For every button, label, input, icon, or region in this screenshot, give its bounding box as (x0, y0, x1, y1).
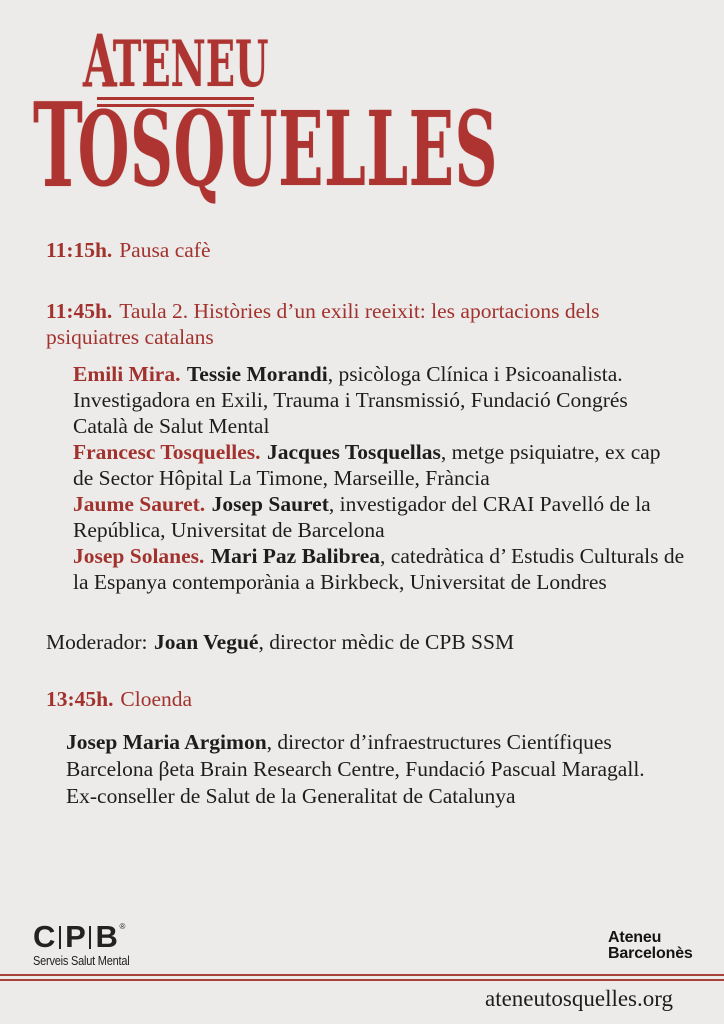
speaker-name: Tessie Morandi (186, 362, 328, 386)
time-1345: 13:45h. (46, 687, 114, 711)
cpb-logo (33, 919, 143, 968)
speaker-entry-francesc-tosquelles (73, 439, 685, 491)
schedule-item-taula2 (46, 298, 642, 350)
title-cloenda: Cloenda (120, 687, 193, 711)
speaker-description: , investigador del CRAI Pavelló de la República, Universitat de Barcelona (73, 492, 651, 542)
logo-rest-tosquelles: OSQUELLES (77, 89, 499, 210)
moderator-line (46, 629, 514, 655)
title-taula2: Taula 2. Històries d’un exili reeixit: les aportacions dels psiquiatres catalans (46, 299, 600, 349)
logo-initial-a: A (83, 19, 117, 105)
cpb-divider-bar (89, 926, 91, 949)
historic-name: Jaume Sauret. (73, 492, 206, 516)
registered-mark-icon: ® (119, 922, 126, 931)
speaker-name: Josep Sauret (211, 492, 329, 516)
logo-rest-ateneu: TENEU (112, 27, 269, 102)
historic-name: Francesc Tosquelles. (73, 440, 261, 464)
historic-name: Josep Solanes. (73, 544, 205, 568)
cpb-letters (33, 919, 143, 954)
speaker-name: Jacques Tosquellas (266, 440, 441, 464)
cpb-letter-b: B (95, 919, 118, 954)
logo-word-ateneu (83, 19, 269, 105)
cpb-letter-c: C (33, 919, 56, 954)
speaker-description: , psicòloga Clínica i Psicoanalista. Investigadora en Exili, Trauma i Transmissió, Fundació Congrés Català de Salut Mental (73, 362, 628, 438)
logo-word-tosquelles (33, 77, 499, 215)
ateneu-barcelones-line1: Ateneu (608, 929, 662, 946)
closing-speaker-description: , director d’infraestructures Científiques Barcelona βeta Brain Research Centre, Fundació Pascual Maragall. Ex-conseller de Salut de la Generalitat de Catalunya (66, 730, 645, 808)
speaker-entry-emili-mira (73, 361, 685, 439)
footer-double-rule (0, 974, 724, 981)
speaker-name: Mari Paz Balibrea (210, 544, 381, 568)
logo-initial-t: T (33, 77, 84, 215)
moderator-description: , director mèdic de CPB SSM (258, 630, 515, 654)
ateneu-barcelones-logo (608, 930, 693, 961)
cpb-divider-bar (59, 926, 61, 949)
time-1145: 11:45h. (46, 299, 113, 323)
speakers-list (73, 361, 685, 595)
historic-name: Emili Mira. (73, 362, 181, 386)
title-pausa: Pausa cafè (119, 238, 211, 262)
speaker-entry-jaume-sauret (73, 491, 685, 543)
schedule-item-cloenda (46, 686, 192, 712)
time-1115: 11:15h. (46, 238, 113, 262)
speaker-description: , metge psiquiatre, ex cap de Sector Hôpital La Timone, Marseille, Frància (73, 440, 661, 490)
moderator-name: Joan Vegué (153, 630, 259, 654)
closing-speaker-entry (66, 729, 662, 810)
cpb-tagline: Serveis Salut Mental (33, 954, 130, 968)
speaker-entry-josep-solanes (73, 543, 685, 595)
cpb-letter-p: P (65, 919, 86, 954)
ateneu-barcelones-line2: Barcelonès (608, 944, 693, 962)
closing-speaker-name: Josep Maria Argimon (66, 730, 267, 754)
speaker-description: , catedràtica d’ Estudis Culturals de la Espanya contemporània a Birkbeck, Universitat de Londres (73, 544, 685, 594)
moderator-label: Moderador: (46, 630, 148, 654)
website-url: ateneutosquelles.org (485, 986, 673, 1011)
schedule-item-pausa (46, 237, 211, 263)
